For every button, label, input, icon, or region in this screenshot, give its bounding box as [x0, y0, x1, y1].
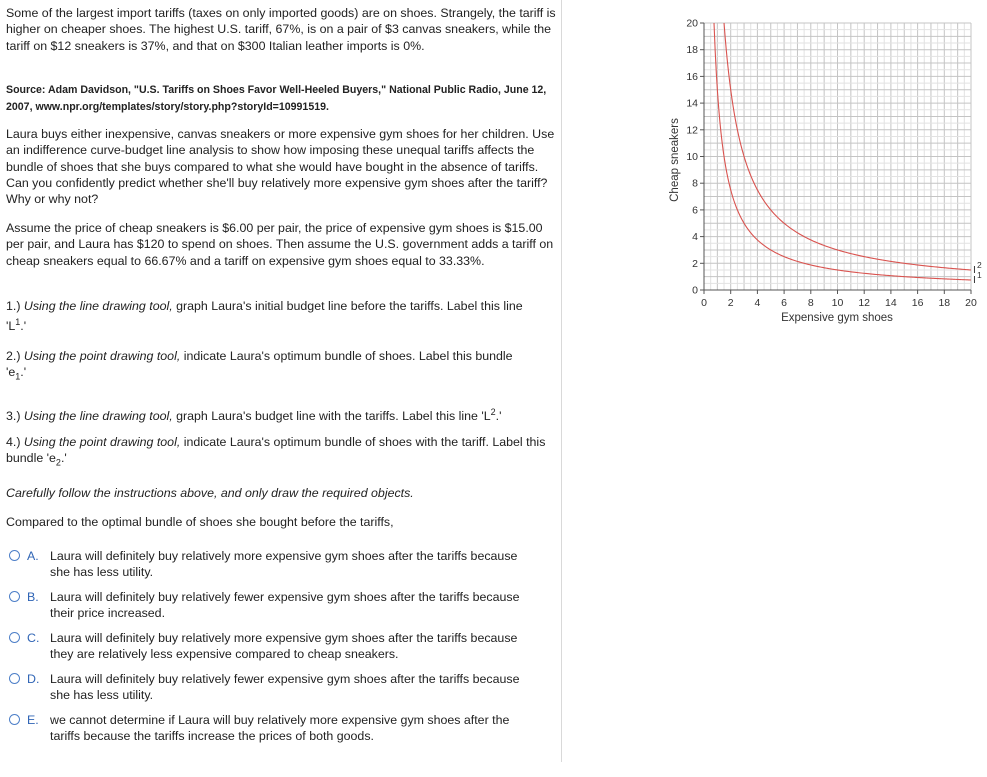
- x-tick-label: 14: [885, 297, 897, 309]
- answer-option-e[interactable]: [6, 712, 546, 746]
- option-text: Laura will definitely buy relatively more expensive gym shoes after the tariffs because they are relatively less expensive compared to cheap sneakers.: [50, 631, 518, 662]
- radio-button-b[interactable]: [9, 591, 20, 602]
- answer-option-d[interactable]: [6, 671, 546, 705]
- y-tick-label: 6: [692, 204, 698, 217]
- y-tick-label: 14: [686, 97, 698, 110]
- y-tick-label: 8: [692, 177, 698, 190]
- indifference-curve-i1: [714, 23, 971, 280]
- x-tick-label: 12: [858, 297, 871, 309]
- step-3: 3.) Using the line drawing tool, graph Laura's budget line with the tariffs. Label this line '$L^2$.': [6, 407, 502, 424]
- y-tick-label: 18: [686, 44, 698, 57]
- x-tick-label: 2: [727, 297, 734, 309]
- y-axis-label: Cheap sneakers: [669, 118, 681, 202]
- radio-button-a[interactable]: [9, 550, 20, 561]
- indifference-curve-i2: [724, 23, 971, 270]
- step-1: 1.) Using the line drawing tool, graph Laura's initial budget line before the tariffs. Label this line '$L^1$.': [6, 299, 523, 334]
- x-tick-label: 10: [831, 297, 844, 309]
- problem-paragraph: Laura buys either inexpensive, canvas sneakers or more expensive gym shoes for her children. Use an indifference curve-budget line analysis to show how imposing these unequal tariffs affects the bundle of shoes that she buys compared to what she would have bought in the absence of tariffs. Can you confidently predict whether she'll buy relatively more expensive gym shoes after the tariff? Why or why not?: [6, 127, 555, 207]
- curve-label-i1: I: [973, 273, 976, 286]
- y-tick-label: 0: [692, 284, 698, 297]
- option-letter: A.: [27, 549, 39, 563]
- instruction-text: Carefully follow the instructions above, and only draw the required objects.: [6, 486, 414, 500]
- step-4: 4.) Using the point drawing tool, indicate Laura's optimum bundle of shoes with the tariff. Label this bundle '$e_2$.': [6, 435, 546, 468]
- step-2: 2.) Using the point drawing tool, indicate Laura's optimum bundle of shoes. Label this bundle '$e_1$.': [6, 349, 513, 382]
- x-tick-label: 16: [911, 297, 924, 309]
- radio-button-e[interactable]: [9, 714, 20, 725]
- answer-option-c[interactable]: [6, 630, 546, 664]
- option-text: Laura will definitely buy relatively fewer expensive gym shoes after the tariffs because their price increased.: [50, 590, 520, 621]
- x-tick-label: 18: [938, 297, 951, 309]
- y-tick-label: 4: [692, 231, 698, 244]
- option-letter: E.: [27, 713, 39, 727]
- option-text: Laura will definitely buy relatively fewer expensive gym shoes after the tariffs because she has less utility.: [50, 672, 520, 703]
- source-citation: Source: Adam Davidson, "U.S. Tariffs on Shoes Favor Well-Heeled Buyers," National Public Radio, June 12, 2007, www.npr.org/templates/story/story.php?storyId=10991519.: [6, 84, 547, 113]
- curve-label-i2: I: [973, 263, 976, 276]
- x-tick-label: 0: [701, 297, 707, 309]
- chart-curves: [714, 23, 982, 286]
- intro-text: Some of the largest import tariffs (taxes on only imported goods) are on shoes. Strangely, the tariff is higher on cheaper shoes. The highest U.S. tariff, 67%, is on a pair of $3 canvas sneakers, while the tariff on $12 sneakers is 37%, and that on $300 Italian leather imports is 0%.: [6, 6, 556, 53]
- option-letter: B.: [27, 590, 39, 604]
- radio-button-d[interactable]: [9, 673, 20, 684]
- curve-label-index: 1: [977, 269, 982, 280]
- option-text: Laura will definitely buy relatively more expensive gym shoes after the tariffs because she has less utility.: [50, 549, 518, 580]
- y-tick-label: 20: [686, 17, 698, 30]
- answer-option-b[interactable]: [6, 589, 546, 623]
- compare-prompt: Compared to the optimal bundle of shoes she bought before the tariffs,: [6, 515, 394, 529]
- y-tick-label: 12: [686, 124, 698, 137]
- x-tick-label: 20: [965, 297, 977, 309]
- x-tick-label: 6: [781, 297, 788, 309]
- y-tick-label: 16: [686, 70, 698, 83]
- answer-option-a[interactable]: [6, 548, 546, 582]
- radio-button-c[interactable]: [9, 632, 20, 643]
- x-tick-label: 8: [807, 297, 814, 309]
- assumptions-paragraph: Assume the price of cheap sneakers is $6.00 per pair, the price of expensive gym shoes is $15.00 per pair, and Laura has $120 to spend on shoes. Then assume the U.S. government adds a tariff on cheap sneakers equal to 66.67% and a tariff on expensive gym shoes equal to 33.33%.: [6, 221, 554, 268]
- graph-panel: [562, 0, 987, 777]
- option-letter: C.: [27, 631, 40, 645]
- option-text: we cannot determine if Laura will buy relatively more expensive gym shoes after the tariffs because the tariffs increase the prices of both goods.: [50, 713, 510, 744]
- indifference-curve-graph[interactable]: [562, 0, 987, 340]
- curve-label-index: 2: [977, 259, 982, 270]
- x-tick-label: 4: [754, 297, 761, 309]
- y-tick-label: 2: [692, 257, 698, 270]
- option-letter: D.: [27, 672, 40, 686]
- y-tick-label: 10: [686, 151, 698, 163]
- x-axis-label: Expensive gym shoes: [781, 312, 893, 324]
